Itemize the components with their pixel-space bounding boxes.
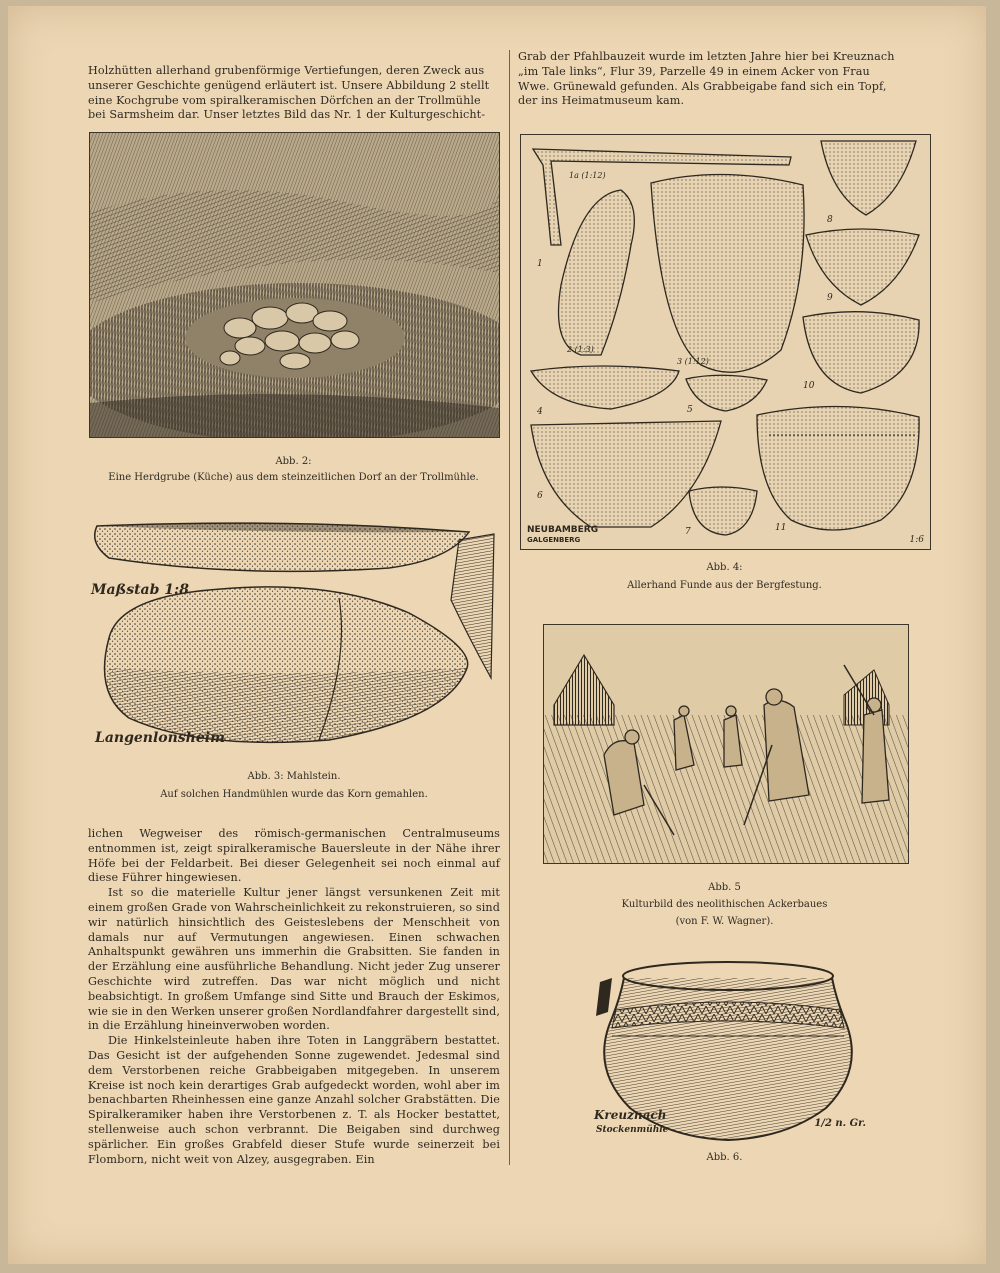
fig4-number: 5 <box>687 405 693 415</box>
fig4-site-name: NEUBAMBERG <box>527 525 599 535</box>
column-divider <box>509 50 510 1165</box>
left-intro-line: Holzhütten allerhand grubenförmige Vertiefungen, deren Zweck aus <box>88 64 485 77</box>
fig2-caption: Eine Herdgrube (Küche) aus dem steinzeitlichen Dorf an der Trollmühle. <box>108 472 479 483</box>
right-intro-line: der ins Heimatmuseum kam. <box>518 94 685 108</box>
right-intro-line: Wwe. Grünewald gefunden. Als Grabbeigabe fand sich ein Topf, <box>518 79 887 93</box>
fig6-label: Abb. 6. <box>706 1152 743 1163</box>
fig4-number: 6 <box>537 491 543 501</box>
fig3-place-label: Langenlonsheim <box>95 730 225 746</box>
fig4-number: 7 <box>685 527 691 537</box>
fig3-label: Abb. 3: Mahlstein. <box>247 771 341 782</box>
left-intro-line: unserer Geschichte genügend erläutert ist. Unsere Abbildung 2 stellt <box>88 78 490 92</box>
fig4-number: 4 <box>537 407 543 417</box>
fig4-number: 1 <box>537 259 543 269</box>
left-intro-line: bei Sarmsheim dar. Unser letztes Bild das Nr. 1 der Kulturgeschicht- <box>88 108 486 122</box>
fig6-scale: 1/2 n. Gr. <box>814 1118 866 1129</box>
fig4-number: 9 <box>827 293 833 303</box>
left-intro-line: eine Kochgrube vom spiralkeramischen Dörfchen an der Trollmühle <box>88 93 481 107</box>
fig4-finds-image <box>520 134 931 550</box>
left-intro-text <box>88 64 500 123</box>
fig5-credit: (von F. W. Wagner). <box>675 916 774 927</box>
fig2-label: Abb. 2: <box>275 456 312 467</box>
fig4-scale: 1:6 <box>909 535 924 545</box>
body-paragraph: lichen Wegweiser des römisch-germanischen Centralmuseums entnommen ist, zeigt spiralkeramische Bauersleute in der Nähe ihrer Höfe bei der Feldarbeit. Bei dieser Gelegenheit sei noch einmal auf diese Führer hingewiesen. <box>88 827 500 885</box>
fig4-number: 10 <box>803 381 815 391</box>
fig4-number: 1a (1:12) <box>569 171 606 180</box>
fig4-number: 11 <box>775 523 787 533</box>
body-paragraph: Ist so die materielle Kultur jener längst versunkenen Zeit mit einem großen Grade von Wahrscheinlichkeit zu rekonstruieren, so sind wir natürlich hinsichtlich des Geisteslebens der Menschheit von damals nur auf Vermutungen angewiesen. Einen schwachen Anhaltspunkt gewähren uns immerhin die Grabsitten. Sie fanden in der Erzählung eine ausführliche Behandlung. Nicht jeder Zug unserer Geschichte wird zutreffen. Das war nicht möglich und nicht beabsichtigt. In großem Umfange sind Sitte und Brauch der Eskimos, wie sie in den Werken unserer großen Nordlandfahrer dargestellt sind, in die Erzählung hineinverwoben worden. <box>88 886 500 1033</box>
fig4-caption: Allerhand Funde aus der Bergfestung. <box>627 580 822 591</box>
fig4-number: 2 (1:3) <box>567 345 594 354</box>
fig4-number: 3 (1:12) <box>677 357 709 366</box>
right-intro-line: „im Tale links“, Flur 39, Parzelle 49 in einem Acker von Frau <box>518 64 870 78</box>
right-intro-line: Grab der Pfahlbauzeit wurde im letzten Jahre hier bei Kreuznach <box>518 50 895 63</box>
right-intro-text <box>518 50 930 109</box>
fig4-label: Abb. 4: <box>706 562 743 573</box>
fig5-label: Abb. 5 <box>708 882 741 893</box>
fig5-farming-scene-image <box>543 624 909 864</box>
fig5-caption: Kulturbild des neolithischen Ackerbaues <box>621 899 828 910</box>
fig4-site-sub: GALGENBERG <box>527 536 581 544</box>
fig6-pot-image <box>590 958 866 1148</box>
fig4-number: 8 <box>827 215 833 225</box>
left-body-text <box>88 827 500 1167</box>
fig2-cooking-pit-image <box>89 132 500 438</box>
fig3-millstone-image <box>89 518 499 754</box>
fig3-scale-label: Maßstab 1:8 <box>91 582 189 598</box>
fig6-place-sub: Stockenmühle <box>596 1125 669 1135</box>
fig6-place: Kreuznach <box>594 1108 667 1122</box>
fig3-caption: Auf solchen Handmühlen wurde das Korn gemahlen. <box>160 789 428 800</box>
body-paragraph: Die Hinkelsteinleute haben ihre Toten in Langgräbern bestattet. Das Gesicht ist der aufgehenden Sonne zugewendet. Jedesmal sind dem Verstorbenen reiche Grabbeigaben mitgegeben. In unserem Kreise ist noch kein derartiges Grab aufgedeckt worden, wohl aber im benachbarten Rheinhessen eine ganze Anzahl solcher Grabstätten. Die Spiralkeramiker haben ihre Verstorbenen z. T. als Hocker bestattet, stellenweise auch schon verbrannt. Die Beigaben sind durchweg spärlicher. Ein großes Grabfeld dieser Stufe wurde seinerzeit bei Flomborn, nicht weit von Alzey, ausgegraben. Ein <box>88 1034 500 1166</box>
